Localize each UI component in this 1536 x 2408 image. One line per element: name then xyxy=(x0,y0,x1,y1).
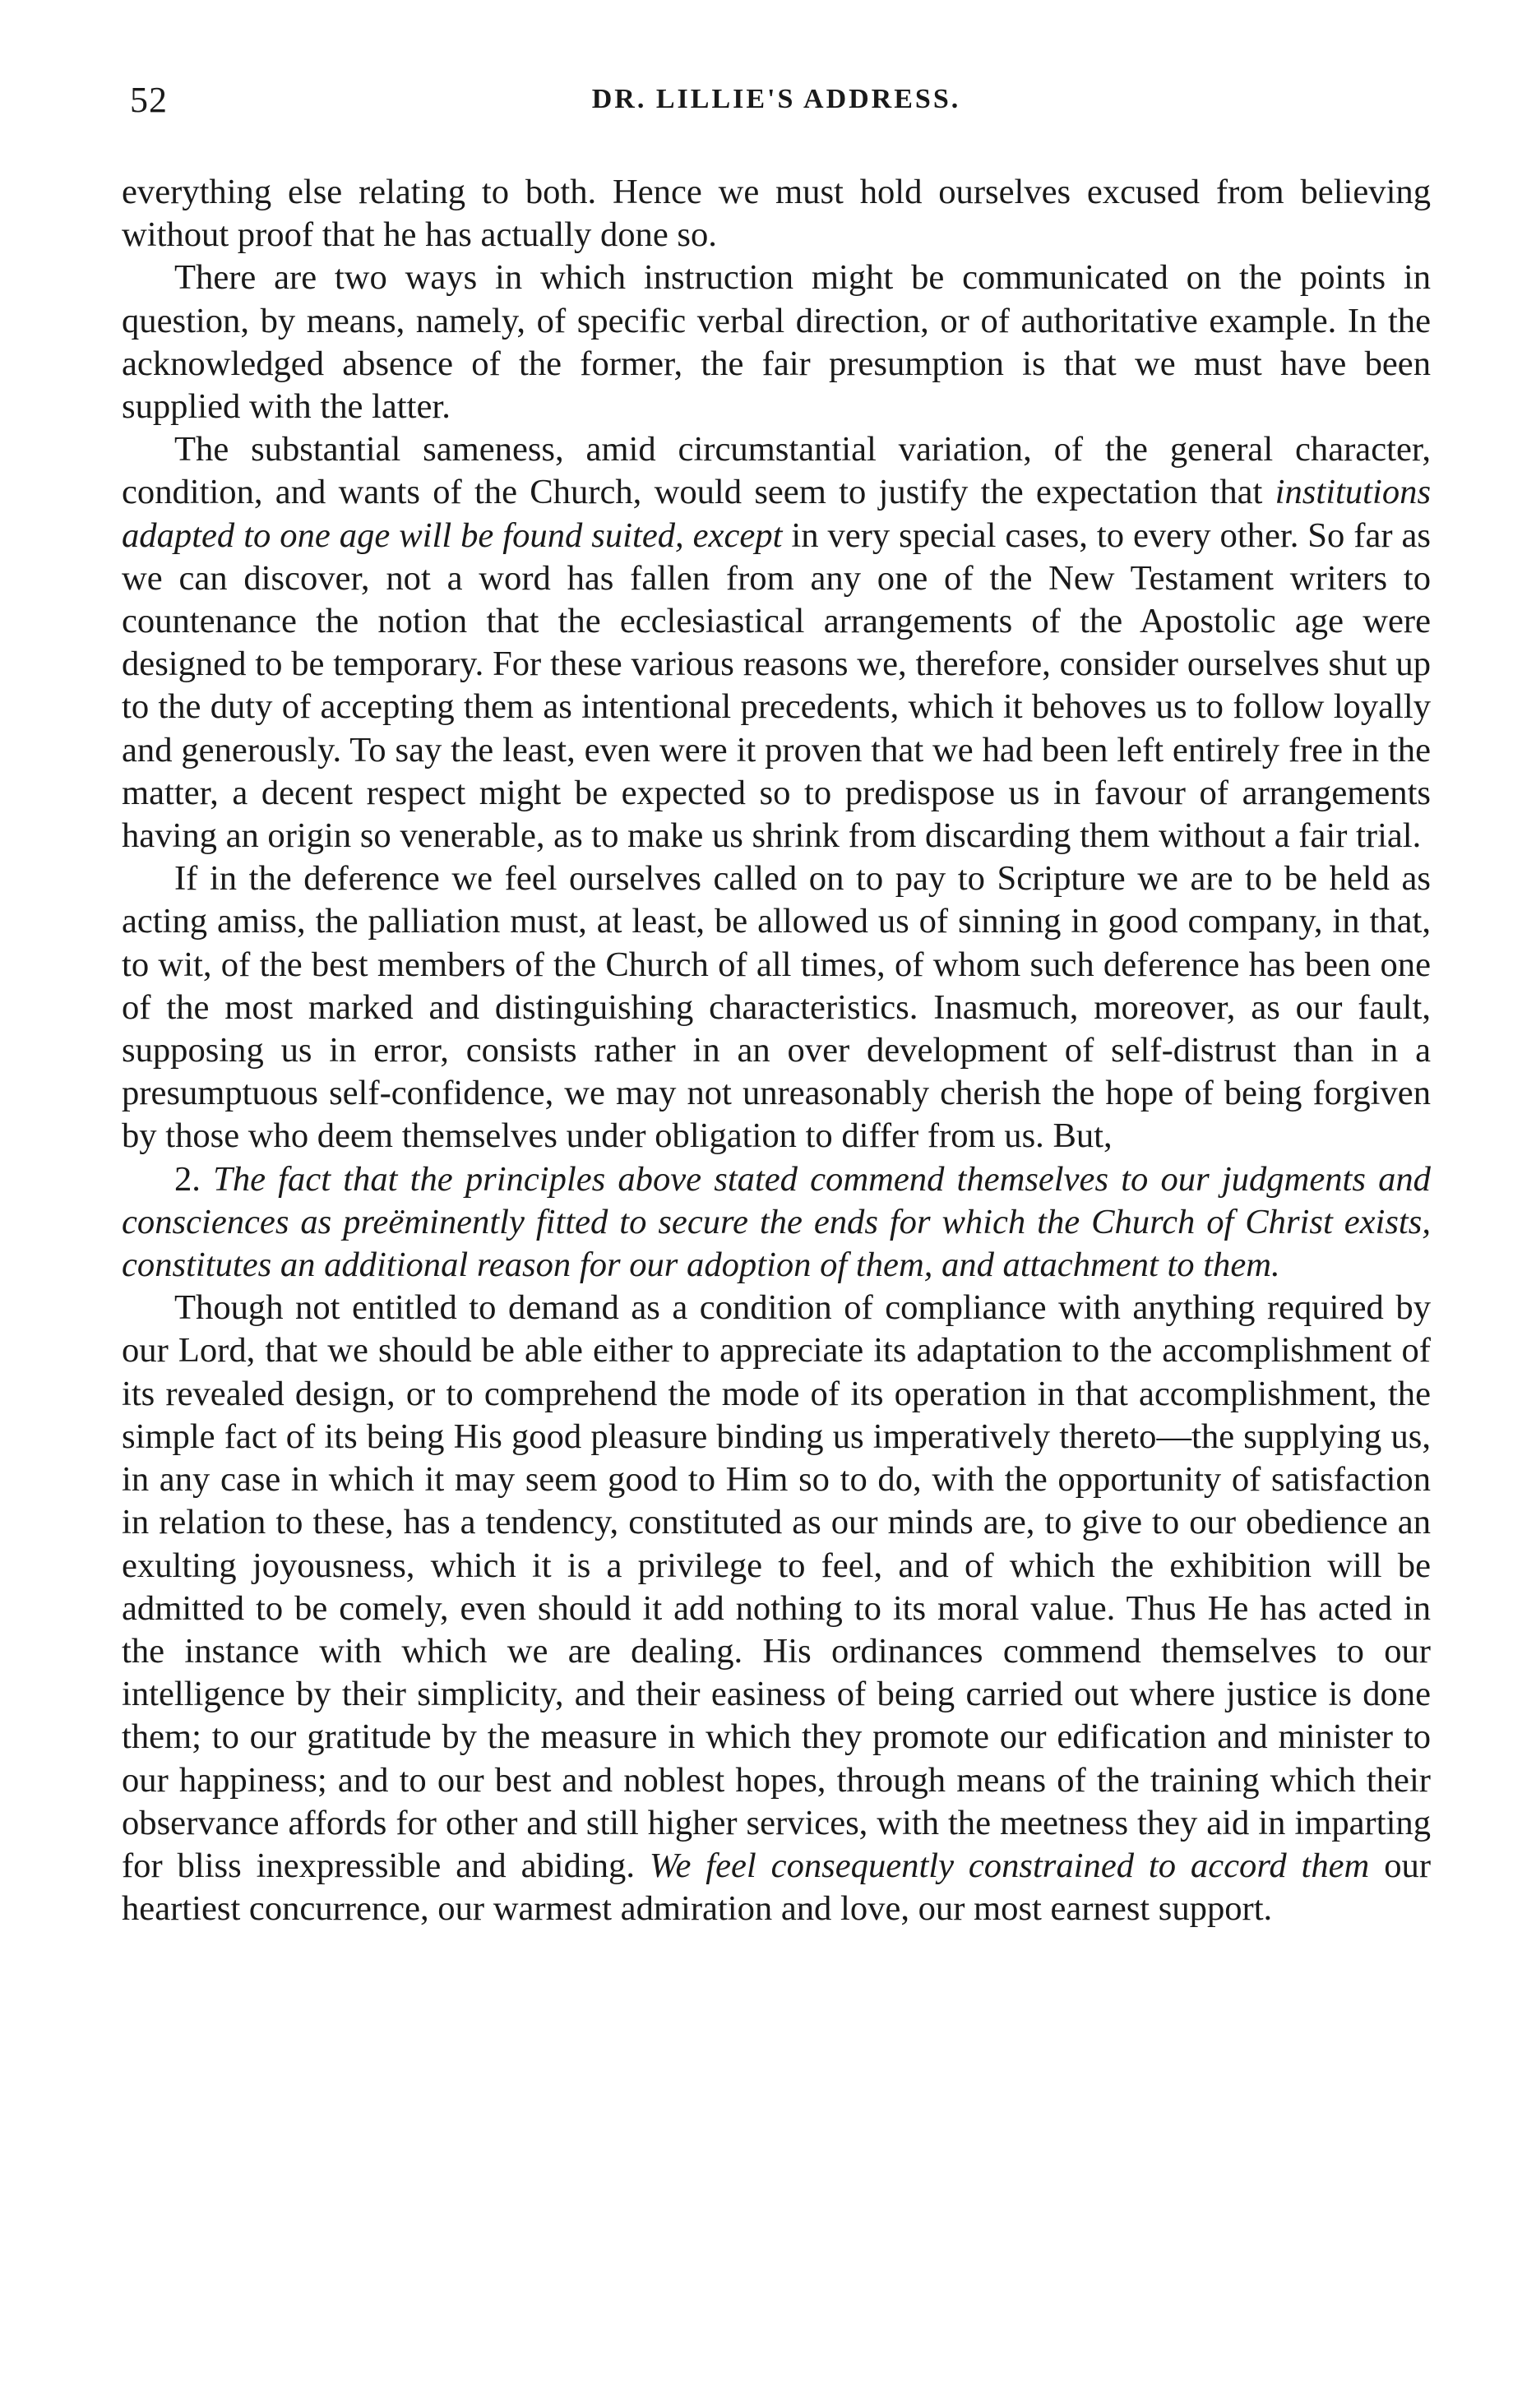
running-title: DR. LILLIE'S ADDRESS. xyxy=(591,84,961,114)
paragraph-3-part-b: in very special cases, to every other. So far as we can discover, not a word has fallen from any one of the New Testament writers to countenance the notion that the ecclesiastical arrangements of the Apostolic age were designed to be temporary. For these various reasons we, therefore, consider ourselves shut up to the duty of accepting them as intentional precedents, which it behoves us to follow loyally and generously. To say the least, even were it proven that we had been left entirely free in the matter, a decent respect might be expected so to predispose us in favour of arrangements having an origin so venerable, as to make us shrink from discarding them without a fair trial. xyxy=(122,515,1431,856)
paragraph-1: everything else relating to both. Hence we must hold ourselves excused from believing without proof that he has actually done so. xyxy=(122,173,1431,255)
section-heading-2 xyxy=(122,1158,1431,1287)
book-page xyxy=(122,79,1431,1930)
paragraph-6-italic: We feel consequently constrained to accord them xyxy=(649,1846,1370,1885)
paragraph-6-part-a: Though not entitled to demand as a condition of compliance with anything required by our Lord, that we should be able either to appreciate its adaptation to the accomplishment of its revealed design, or to comprehend the mode of its operation in that accomplishment, the simple fact of its being His good pleasure binding us imperatively thereto—the supplying us, in any case in which it may seem good to Him so to do, with the opportunity of satisfaction in relation to these, has a tendency, constituted as our minds are, to give to our obedience an exulting joyousness, which it is a privilege to feel, and of which the exhibition will be admitted to be comely, even should it add nothing to its moral value. Thus He has acted in the instance with which we are dealing. His ordinances commend themselves to our intelligence by their simplicity, and their easiness of being carried out where justice is done them; to our gratitude by the measure in which they promote our edification and minister to our happiness; and to our best and noblest hopes, through means of the training which their observance affords for other and still higher services, with the meetness they aid in imparting for bliss inexpressible and abiding. xyxy=(122,1288,1431,1885)
paragraph-6 xyxy=(122,1287,1431,1930)
section-heading-text: The fact that the principles above stated commend themselves to our judgments and consciences as preëminently fitted to secure the ends for which the Church of Christ exists, constitutes an additional reason for our adoption of them, and attachment to them. xyxy=(122,1159,1431,1285)
body-text xyxy=(122,171,1431,1930)
paragraph-3-part-a: The substantial sameness, amid circumstantial variation, of the general character, condition, and wants of the Church, would seem to justify the expectation that xyxy=(122,430,1431,512)
paragraph-6-part-b: our heartiest concurrence, our warmest admiration and love, our most earnest support. xyxy=(122,1846,1432,1929)
paragraph-4: If in the deference we feel ourselves called on to pay to Scripture we are to be held as acting amiss, the palliation must, at least, be allowed us of sinning in good company, in that, to wit, of the best members of the Church of all times, of whom such deference has been one of the most marked and distinguishing characteristics. Inasmuch, moreover, as our fault, supposing us in error, consists rather in an over development of self-distrust than in a presumptuous self-confidence, we may not unreasonably cherish the hope of being forgiven by those who deem themselves under obligation to differ from us. But, xyxy=(122,859,1431,1156)
page-number: 52 xyxy=(130,80,168,120)
paragraph-2: There are two ways in which instruction might be communicated on the points in question, by means, namely, of specific verbal direction, or of authoritative example. In the acknowledged absence of the former, the fair presumption is that we must have been supplied with the latter. xyxy=(122,258,1431,427)
section-number: 2. xyxy=(174,1159,201,1199)
paragraph-3-italic: institutions adapted to one age will be found suited, except xyxy=(122,473,1432,555)
paragraph-3 xyxy=(122,428,1431,857)
running-head xyxy=(122,79,1431,128)
